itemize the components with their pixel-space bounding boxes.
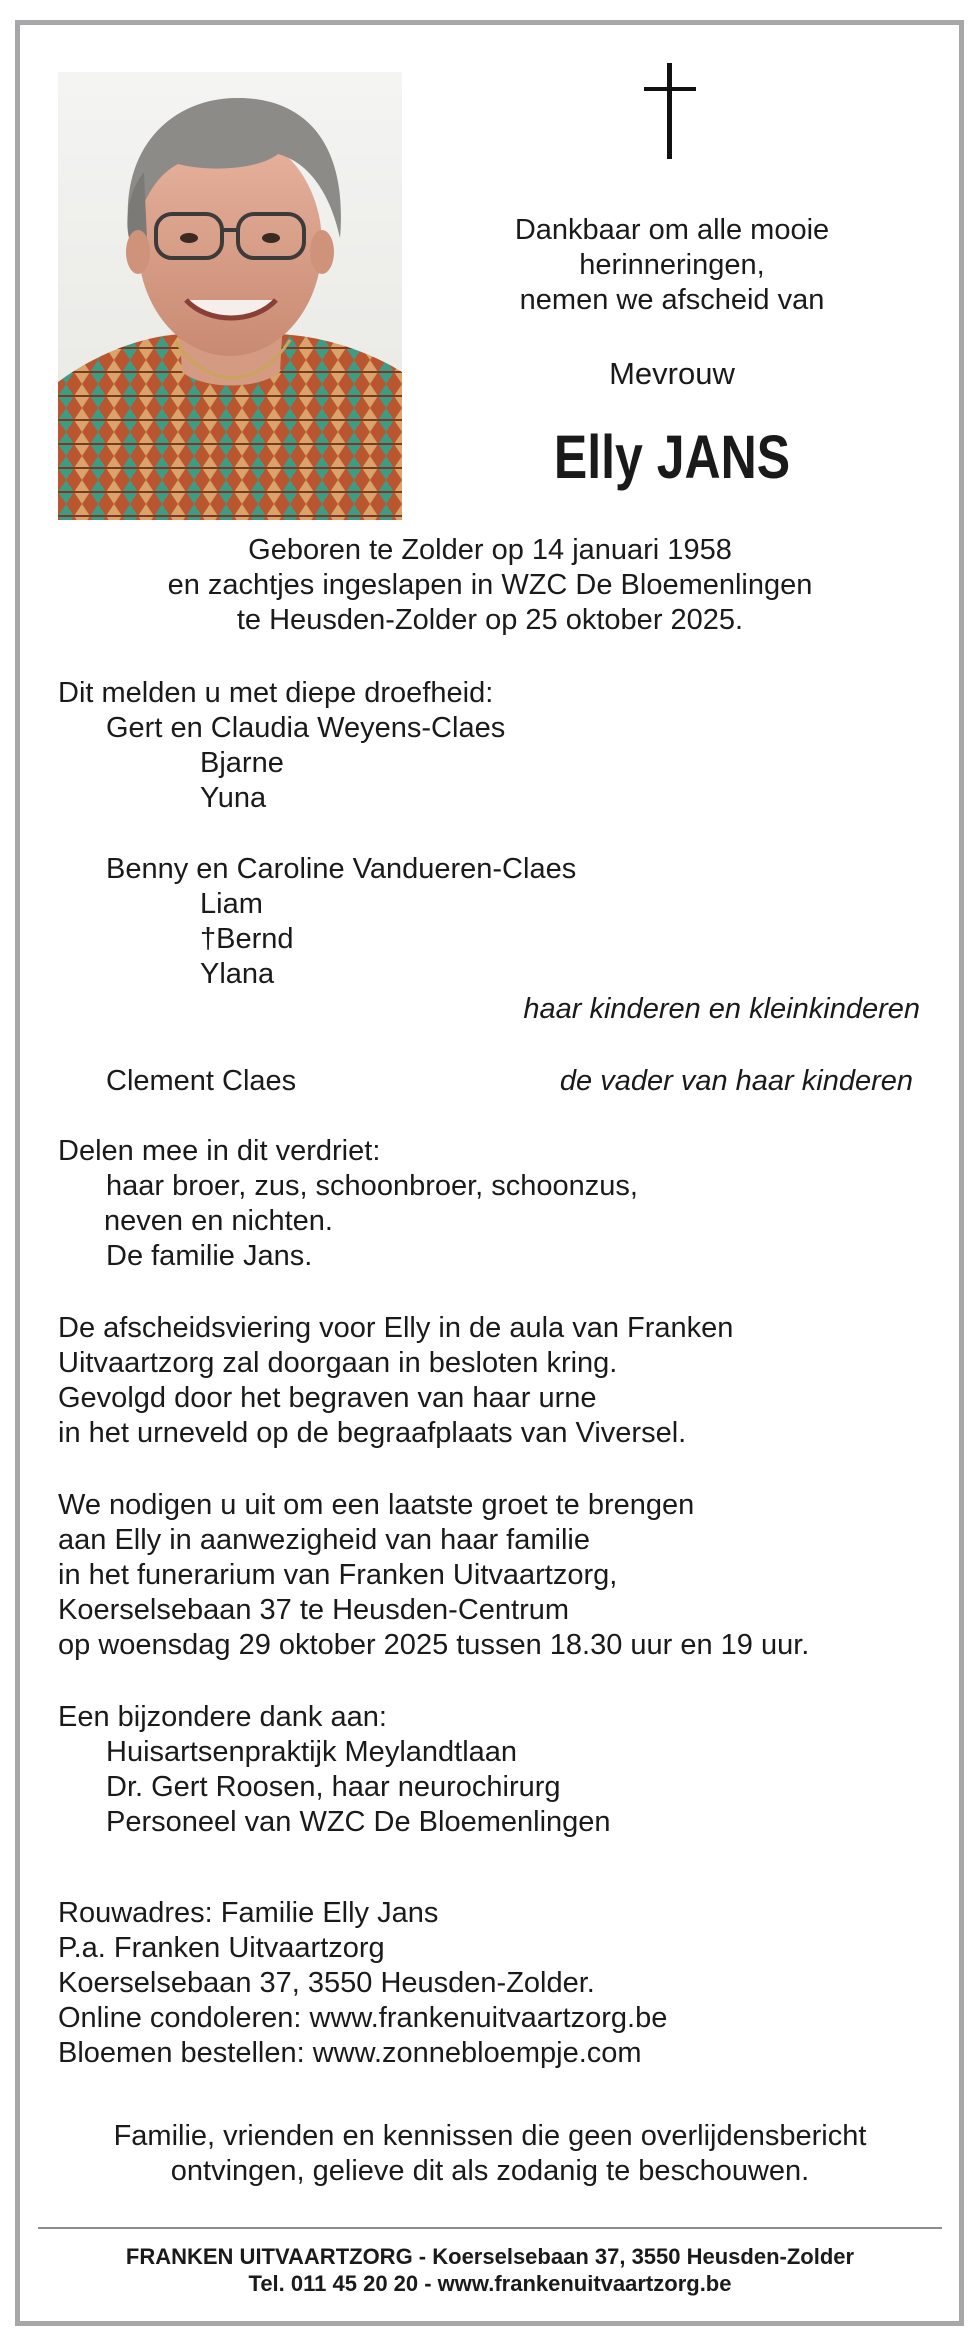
share-line: De familie Jans. <box>106 1240 313 1272</box>
intro-line: herinneringen, <box>579 249 765 281</box>
ceremony-line: Gevolgd door het begraven van haar urne <box>58 1382 597 1414</box>
flowers-line: Bloemen bestellen: www.zonnebloempje.com <box>58 2037 642 2069</box>
grandchild: Yuna <box>200 782 267 814</box>
thanks-line: Dr. Gert Roosen, haar neurochirurg <box>106 1771 561 1803</box>
death-line: en zachtjes ingeslapen in WZC De Bloemenlingen <box>167 569 813 601</box>
father-name: Clement Claes <box>106 1065 297 1097</box>
visit-line: We nodigen u uit om een laatste groet te brengen <box>58 1489 695 1521</box>
footer-divider <box>38 2227 942 2229</box>
thanks-heading: Een bijzondere dank aan: <box>58 1701 387 1733</box>
cross-icon <box>640 63 700 159</box>
deceased-name: Elly JANS <box>553 423 791 491</box>
intro-line: nemen we afscheid van <box>519 284 825 316</box>
portrait-photo <box>58 72 402 520</box>
visit-line: Koerselsebaan 37 te Heusden-Centrum <box>58 1594 570 1626</box>
father-caption: de vader van haar kinderen <box>559 1065 913 1097</box>
family-caption: haar kinderen en kleinkinderen <box>523 993 920 1025</box>
title-prefix: Mevrouw <box>609 356 735 391</box>
ceremony-line: De afscheidsviering voor Elly in de aula van Franken <box>58 1312 734 1344</box>
family-member: Benny en Caroline Vandueren-Claes <box>106 853 577 885</box>
death-place-line: te Heusden-Zolder op 25 oktober 2025. <box>236 604 744 636</box>
ceremony-line: in het urneveld op de begraafplaats van Viversel. <box>58 1417 687 1449</box>
family-member: Gert en Claudia Weyens-Claes <box>106 712 506 744</box>
visit-line: op woensdag 29 oktober 2025 tussen 18.30 uur en 19 uur. <box>58 1629 810 1661</box>
ceremony-line: Uitvaartzorg zal doorgaan in besloten kring. <box>58 1347 618 1379</box>
family-heading: Dit melden u met diepe droefheid: <box>58 677 494 709</box>
footer-line: Tel. 011 45 20 20 - www.frankenuitvaartzorg.be <box>248 2271 732 2296</box>
footer-line: FRANKEN UITVAARTZORG - Koerselsebaan 37, 3550 Heusden-Zolder <box>125 2244 855 2269</box>
thanks-line: Huisartsenpraktijk Meylandtlaan <box>106 1736 518 1768</box>
share-heading: Delen mee in dit verdriet: <box>58 1135 381 1167</box>
closing-line: ontvingen, gelieve dit als zodanig te beschouwen. <box>170 2155 810 2187</box>
visit-line: in het funerarium van Franken Uitvaartzorg, <box>58 1559 618 1591</box>
share-line: haar broer, zus, schoonbroer, schoonzus, <box>106 1170 638 1202</box>
grandchild: Liam <box>200 888 263 920</box>
condolence-line: Online condoleren: www.frankenuitvaartzorg.be <box>58 2002 668 2034</box>
share-line: neven en nichten. <box>104 1205 333 1237</box>
address-line: Koerselsebaan 37, 3550 Heusden-Zolder. <box>58 1967 595 1999</box>
address-line: Rouwadres: Familie Elly Jans <box>58 1897 439 1929</box>
closing-line: Familie, vrienden en kennissen die geen overlijdensbericht <box>113 2120 867 2152</box>
grandchild: †Bernd <box>200 923 294 955</box>
address-line: P.a. Franken Uitvaartzorg <box>58 1932 385 1964</box>
visit-line: aan Elly in aanwezigheid van haar familie <box>58 1524 590 1556</box>
deceased-name-wrap <box>420 422 924 492</box>
birth-line: Geboren te Zolder op 14 januari 1958 <box>248 534 732 566</box>
grandchild: Bjarne <box>200 747 284 779</box>
intro-line: Dankbaar om alle mooie <box>514 214 830 246</box>
thanks-line: Personeel van WZC De Bloemenlingen <box>106 1806 611 1838</box>
grandchild: Ylana <box>200 958 275 990</box>
